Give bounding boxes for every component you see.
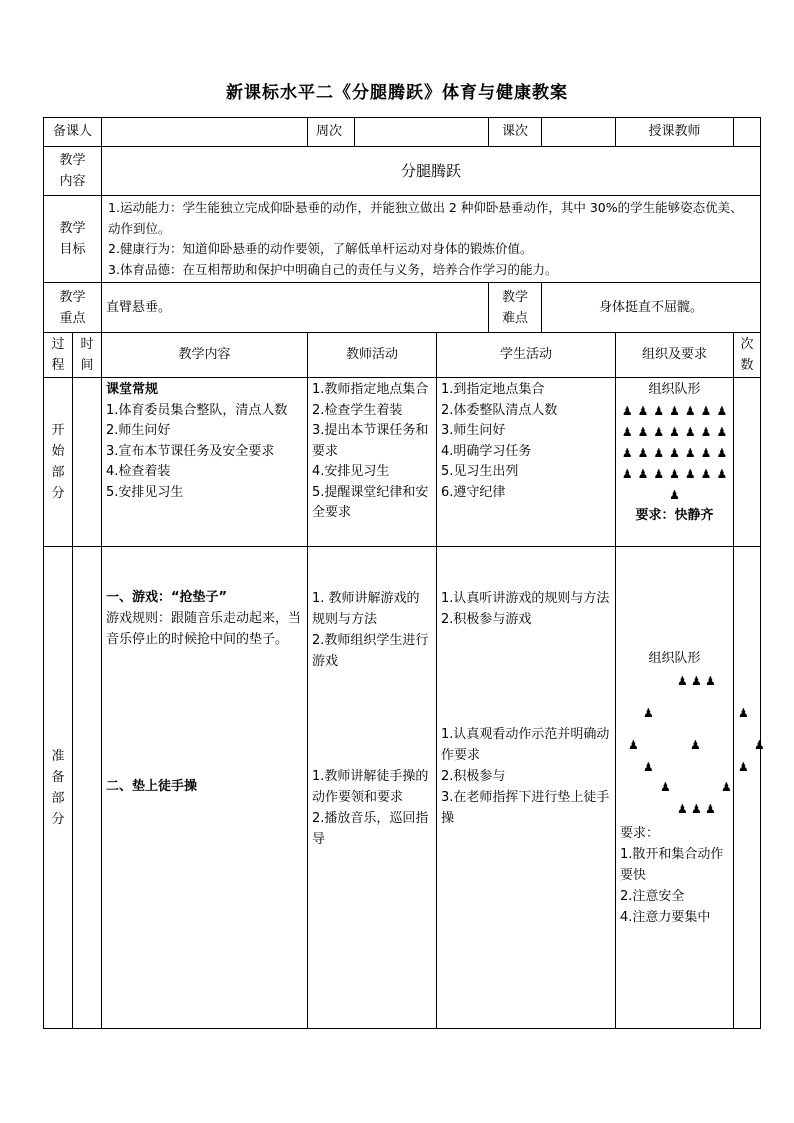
list-item: 6.遵守纪律 <box>441 484 506 500</box>
list-item: 2.师生问好 <box>106 423 171 438</box>
person-icon: ♟ <box>684 445 696 460</box>
col-student: 学生活动 <box>437 333 616 378</box>
person-icon: ♟ <box>691 802 702 816</box>
col-count: 次数 <box>734 333 761 378</box>
list-item: 1.散开和集合动作要快 <box>620 847 724 883</box>
person-icon: ♟ <box>716 403 728 418</box>
difficulty-label: 教学难点 <box>489 283 542 333</box>
content-value: 分腿腾跃 <box>102 147 761 196</box>
person-icon: ♟ <box>637 403 649 418</box>
content-row <box>44 147 761 196</box>
person-icon: ♟ <box>705 674 716 688</box>
person-icon: ♟ <box>660 780 671 794</box>
list-item: 1.认真听讲游戏的规则与方法 <box>441 591 610 606</box>
person-icon: ♟ <box>684 403 696 418</box>
formation-title: 组织队形 <box>648 651 701 666</box>
content-label: 教学内容 <box>44 147 102 196</box>
person-icon: ♟ <box>653 466 665 481</box>
start-student <box>437 378 616 547</box>
person-icon: ♟ <box>637 466 649 481</box>
key-row <box>44 283 761 333</box>
col-content: 教学内容 <box>102 333 308 378</box>
list-item: 2.检查学生着装 <box>312 402 403 418</box>
person-icon: ♟ <box>637 424 649 439</box>
teacher-label: 授课教师 <box>616 118 734 147</box>
goal-item: 1.运动能力：学生能独立完成仰卧悬垂的动作，并能独立做出 2 种仰卧悬垂动作，其中 30%的学生能够姿态优美、动作到位。 <box>108 200 743 236</box>
list-item: 1. 教师讲解游戏的规则与方法 <box>312 591 420 627</box>
list-item: 5.提醒课堂纪律和安全要求 <box>312 484 429 520</box>
person-icon: ♟ <box>721 780 732 794</box>
key-value: 直臂悬垂。 <box>102 283 489 333</box>
person-icon: ♟ <box>677 674 688 688</box>
person-icon: ♟ <box>653 403 665 418</box>
list-item: 3.在老师指挥下进行垫上徒手操 <box>441 790 610 826</box>
week-label: 周次 <box>308 118 355 147</box>
person-icon: ♟ <box>653 445 665 460</box>
person-icon: ♟ <box>621 424 633 439</box>
person-icon: ♟ <box>700 445 712 460</box>
list-item: 1.教师指定地点集合 <box>312 382 429 397</box>
col-time: 时间 <box>73 333 102 378</box>
col-teacher: 教师活动 <box>308 333 437 378</box>
list-item: 4.注意力要集中 <box>620 910 711 925</box>
start-org <box>616 378 734 547</box>
preparer-label: 备课人 <box>44 118 102 147</box>
person-icon: ♟ <box>628 738 639 752</box>
preparer-value <box>102 118 308 147</box>
routine-title: 课堂常规 <box>106 382 159 397</box>
list-item: 2.教师组织学生进行游戏 <box>312 633 429 669</box>
person-icon: ♟ <box>700 403 712 418</box>
list-item: 2.积极参与游戏 <box>441 612 532 627</box>
col-process: 过程 <box>44 333 73 378</box>
list-item: 1.体育委员集合整队，清点人数 <box>106 402 288 418</box>
person-icon: ♟ <box>669 445 680 460</box>
person-icon: ♟ <box>669 424 680 439</box>
start-teacher <box>308 378 437 547</box>
goals-label: 教学目标 <box>44 196 102 283</box>
person-icon: ♟ <box>653 424 665 439</box>
person-icon: ♟ <box>637 445 649 460</box>
header-row <box>44 118 761 147</box>
list-item: 4.明确学习任务 <box>441 443 532 459</box>
person-icon: ♟ <box>691 674 702 688</box>
start-count <box>734 378 761 547</box>
start-process-label: 开始部分 <box>44 378 73 547</box>
prep-count <box>734 547 761 1029</box>
start-content <box>102 378 308 547</box>
person-icon: ♟ <box>669 403 680 418</box>
prep-teacher <box>308 547 437 1029</box>
list-item: 2.体委整队清点人数 <box>441 402 558 418</box>
list-item: 3.师生问好 <box>441 423 506 438</box>
formation-grid-figure <box>620 400 729 505</box>
key-label: 教学重点 <box>44 283 102 333</box>
lesson-plan-table <box>43 117 765 1029</box>
goals-list <box>102 196 761 283</box>
difficulty-value: 身体挺直不屈髋。 <box>542 283 761 333</box>
goal-item: 3.体育品德：在互相帮助和保护中明确自己的责任与义务，培养合作学习的能力。 <box>108 261 558 277</box>
list-item: 2.注意安全 <box>620 889 685 904</box>
formation-title: 组织队形 <box>648 382 701 397</box>
list-item: 5.见习生出列 <box>441 464 519 479</box>
page-title: 新课标水平二《分腿腾跃》体育与健康教案 <box>226 83 568 103</box>
person-icon: ♟ <box>716 466 728 481</box>
person-icon: ♟ <box>621 466 633 481</box>
person-icon: ♟ <box>754 738 765 752</box>
prep-student <box>437 547 616 1029</box>
column-header-row <box>44 333 761 378</box>
lesson-label: 课次 <box>489 118 542 147</box>
person-icon: ♟ <box>716 424 728 439</box>
teacher-person-icon: ♟ <box>690 738 701 752</box>
prep-time <box>73 547 102 1029</box>
list-item: 1.认真观看动作示范并明确动作要求 <box>441 727 610 763</box>
list-item: 4.安排见习生 <box>312 464 390 479</box>
prep-section-row <box>44 547 761 1029</box>
start-time <box>73 378 102 547</box>
prep-org <box>616 547 765 1029</box>
list-item: 3.宣布本节课任务及安全要求 <box>106 443 275 459</box>
exercise-title: 二、垫上徒手操 <box>106 779 198 794</box>
person-icon: ♟ <box>621 403 633 418</box>
teacher-person-icon: ♟ <box>669 487 680 502</box>
prep-content <box>102 547 308 1029</box>
week-value <box>355 118 489 147</box>
list-item: 5.安排见习生 <box>106 484 184 500</box>
formation-requirement: 要求：快静齐 <box>635 508 714 523</box>
person-icon: ♟ <box>700 424 712 439</box>
game-rule: 游戏规则：跟随音乐走动起来，当音乐停止的时候抢中间的垫子。 <box>106 611 302 647</box>
person-icon: ♟ <box>738 760 749 774</box>
person-icon: ♟ <box>643 760 654 774</box>
person-icon: ♟ <box>738 706 749 720</box>
person-icon: ♟ <box>684 466 696 481</box>
person-icon: ♟ <box>716 445 728 460</box>
person-icon: ♟ <box>669 466 680 481</box>
prep-process-label: 准备部分 <box>44 547 73 1029</box>
list-item: 3.提出本节课任务和要求 <box>312 423 429 459</box>
list-item: 2.积极参与 <box>441 769 506 784</box>
person-icon: ♟ <box>621 445 633 460</box>
person-icon: ♟ <box>684 424 696 439</box>
lesson-value <box>542 118 616 147</box>
person-icon: ♟ <box>700 466 712 481</box>
game-title: 一、游戏：“抢垫子” <box>106 590 228 605</box>
requirement-label: 要求： <box>620 826 660 841</box>
list-item: 1.教师讲解徒手操的动作要领和要求 <box>312 769 429 805</box>
start-section-row <box>44 378 761 547</box>
list-item: 2.播放音乐，巡回指导 <box>312 811 429 847</box>
list-item: 4.检查着装 <box>106 464 171 479</box>
person-icon: ♟ <box>643 706 654 720</box>
col-org: 组织及要求 <box>616 333 734 378</box>
person-icon: ♟ <box>677 802 688 816</box>
person-icon: ♟ <box>705 802 716 816</box>
goals-row <box>44 196 761 283</box>
formation-circle-figure <box>620 669 765 819</box>
goal-item: 2.健康行为：知道仰卧悬垂的动作要领，了解低单杆运动对身体的锻炼价值。 <box>108 241 533 256</box>
list-item: 1.到指定地点集合 <box>441 382 545 397</box>
teacher-value <box>734 118 761 147</box>
